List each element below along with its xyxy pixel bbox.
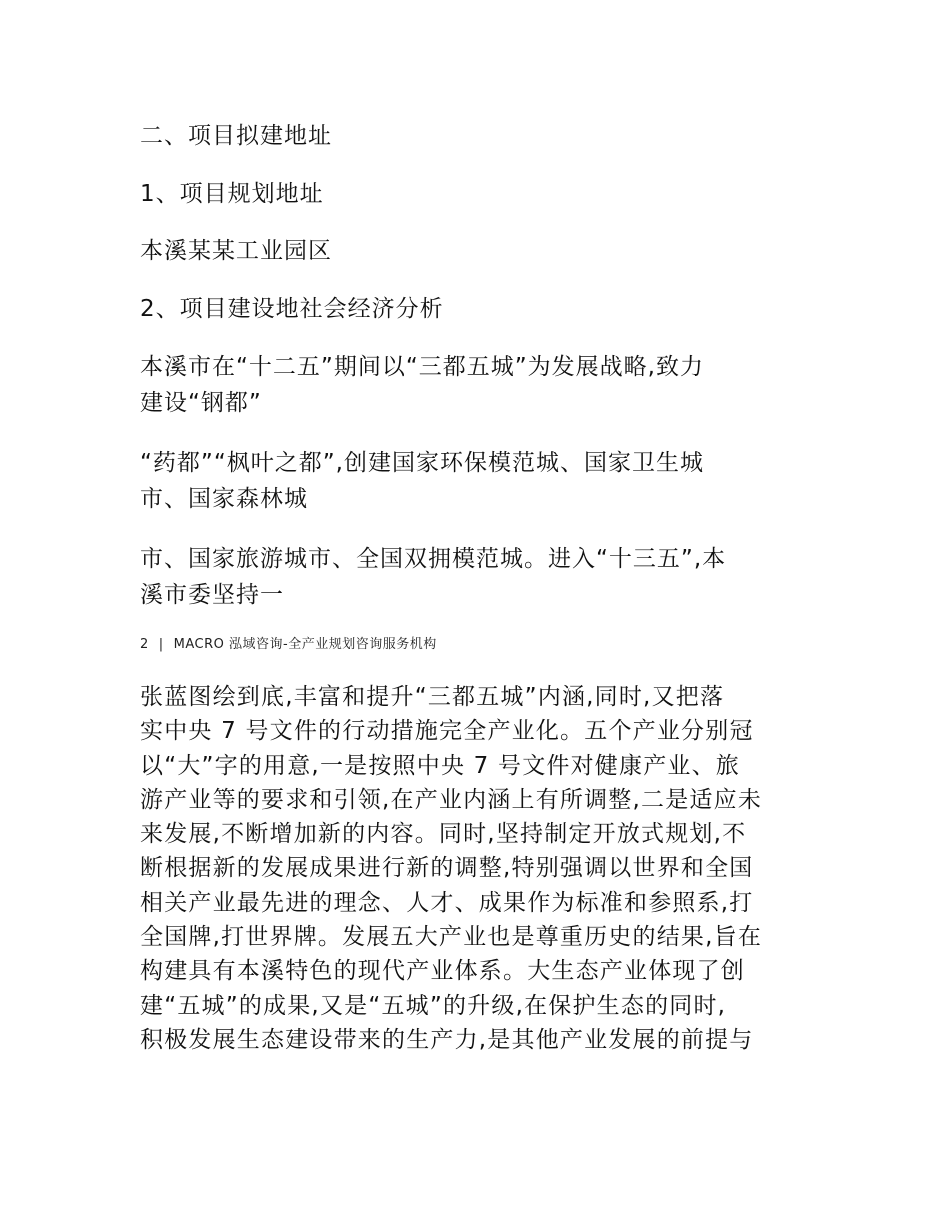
paragraph-line: 来发展,不断增加新的内容。同时,坚持制定开放式规划,不 [140,821,747,848]
paragraph-line: 溪市委坚持一 [140,582,284,608]
address-line: 本溪某某工业园区 [140,238,332,264]
paragraph-line: 市、国家森林城 [140,486,308,512]
paragraph-2 [140,445,704,517]
paragraph-line: 积极发展生态建设带来的生产力,是其他产业发展的前提与 [140,1026,754,1053]
subheading-text: 1、项目规划地址 [140,181,324,207]
heading-text: 二、项目拟建地址 [140,123,332,149]
paragraph-line: 建“五城”的成果,又是“五城”的升级,在保护生态的同时, [140,992,727,1019]
paragraph-line: 本溪市在“十二五”期间以“三都五城”为发展战略,致力 [140,354,704,380]
paragraph-line: 全国牌,打世界牌。发展五大产业也是尊重历史的结果,旨在 [140,924,763,951]
continued-paragraph [140,680,762,1057]
paragraph-line: 游产业等的要求和引领,在产业内涵上有所调整,二是适应未 [140,786,763,813]
paragraph-line: 相关产业最先进的理念、人才、成果作为标准和参照系,打 [140,889,754,916]
subheading-planned-address [140,176,324,212]
address-text [140,233,332,269]
paragraph-3 [140,541,726,613]
page-number: 2 [140,637,149,652]
paragraph-line: “药都”“枫叶之都”,创建国家环保模范城、国家卫生城 [140,450,704,476]
paragraph-1 [140,349,704,421]
page-footer [140,636,437,654]
footer-brand-text: MACRO 泓域咨询-全产业规划咨询服务机构 [173,637,437,652]
paragraph-line: 实中央 7 号文件的行动措施完全产业化。五个产业分别冠 [140,718,754,745]
paragraph-line: 以“大”字的用意,一是按照中央 7 号文件对健康产业、旅 [140,752,740,779]
footer-separator: | [158,637,164,652]
paragraph-line: 张蓝图绘到底,丰富和提升“三都五城”内涵,同时,又把落 [140,684,725,710]
paragraph-line: 构建具有本溪特色的现代产业体系。大生态产业体现了创 [140,958,745,985]
subheading-text: 2、项目建设地社会经济分析 [140,296,444,322]
paragraph-line: 建设“钢都” [140,390,262,416]
subheading-socioeconomic [140,291,444,327]
section-heading [140,118,332,154]
paragraph-line: 市、国家旅游城市、全国双拥模范城。进入“十三五”,本 [140,546,727,572]
paragraph-line: 断根据新的发展成果进行新的调整,特别强调以世界和全国 [140,855,754,882]
